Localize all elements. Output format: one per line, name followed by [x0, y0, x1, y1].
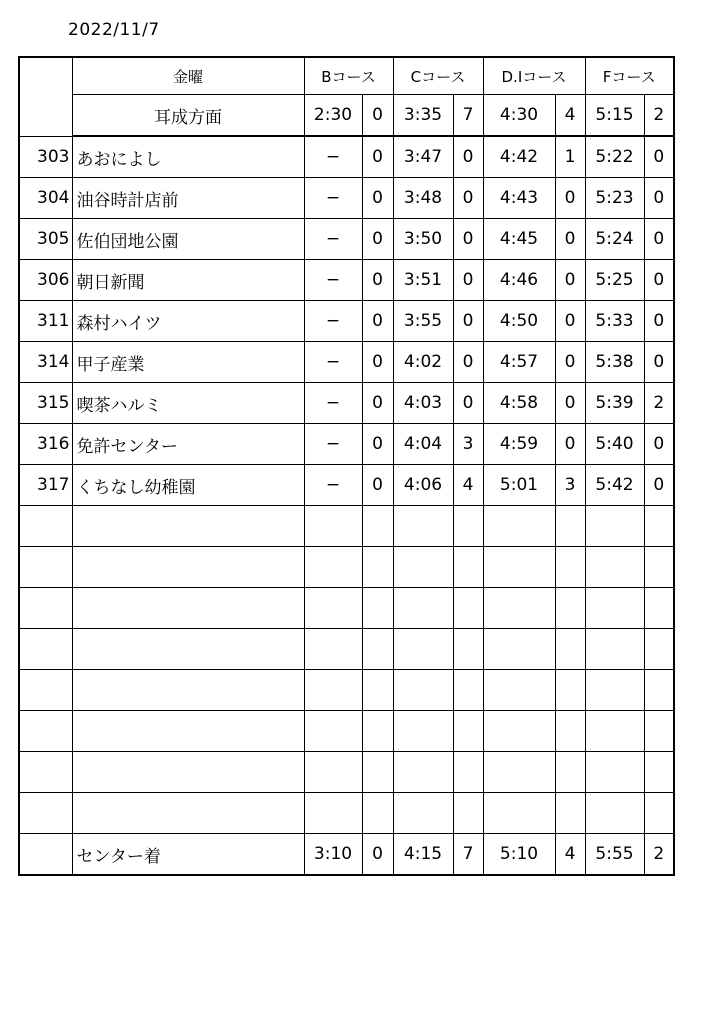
stop-name: [72, 629, 304, 670]
time-cell: 3:47: [393, 136, 453, 178]
count-cell: [362, 588, 393, 629]
course-f-header: Fコース: [585, 57, 674, 95]
time-cell: [483, 752, 555, 793]
time-cell: 5:22: [585, 136, 644, 178]
stop-name: 油谷時計店前: [72, 178, 304, 219]
count-cell: [644, 547, 674, 588]
time-cell: 5:39: [585, 383, 644, 424]
count-cell: [555, 629, 585, 670]
count-cell: 0: [362, 465, 393, 506]
empty-row: [19, 547, 674, 588]
course-di-header: D.Iコース: [483, 57, 585, 95]
stop-name: 免許センター: [72, 424, 304, 465]
time-cell: −: [304, 342, 362, 383]
day-label: 金曜: [72, 57, 304, 95]
count-cell: [555, 711, 585, 752]
count-cell: [555, 588, 585, 629]
time-cell: 4:46: [483, 260, 555, 301]
stop-name: 朝日新聞: [72, 260, 304, 301]
count-cell: 0: [453, 219, 483, 260]
count-cell: [362, 670, 393, 711]
stop-number: [19, 752, 72, 793]
course-f-start-time: 5:15: [585, 95, 644, 137]
count-cell: [362, 506, 393, 547]
count-cell: 0: [362, 178, 393, 219]
count-cell: [362, 629, 393, 670]
empty-row: [19, 752, 674, 793]
table-row: [19, 383, 674, 424]
stop-number: 306: [19, 260, 72, 301]
time-cell: [483, 547, 555, 588]
date-label: 2022/11/7: [68, 20, 160, 40]
time-cell: 5:33: [585, 301, 644, 342]
stop-name: [72, 547, 304, 588]
count-cell: 3: [555, 465, 585, 506]
time-cell: 3:10: [304, 834, 362, 876]
stop-name: [72, 670, 304, 711]
time-cell: −: [304, 219, 362, 260]
time-cell: 4:50: [483, 301, 555, 342]
time-cell: [393, 547, 453, 588]
time-cell: 3:50: [393, 219, 453, 260]
schedule-table: [18, 56, 675, 876]
stop-number: [19, 506, 72, 547]
count-cell: 2: [644, 834, 674, 876]
course-c-start-time: 3:35: [393, 95, 453, 137]
stop-number: 314: [19, 342, 72, 383]
time-cell: [585, 752, 644, 793]
count-cell: 0: [362, 424, 393, 465]
time-cell: [585, 711, 644, 752]
count-cell: [644, 588, 674, 629]
time-cell: 5:24: [585, 219, 644, 260]
stop-name: あおによし: [72, 136, 304, 178]
time-cell: −: [304, 424, 362, 465]
time-cell: 5:25: [585, 260, 644, 301]
stop-number: [19, 629, 72, 670]
time-cell: [393, 588, 453, 629]
count-cell: [362, 711, 393, 752]
count-cell: 0: [453, 383, 483, 424]
count-cell: [555, 670, 585, 711]
count-cell: [555, 547, 585, 588]
time-cell: [585, 506, 644, 547]
stop-number: [19, 588, 72, 629]
stop-number: [19, 834, 72, 876]
footer-row: [19, 834, 674, 876]
count-cell: 0: [453, 301, 483, 342]
table-row: [19, 260, 674, 301]
time-cell: −: [304, 465, 362, 506]
time-cell: 4:06: [393, 465, 453, 506]
count-cell: 0: [644, 219, 674, 260]
time-cell: 5:01: [483, 465, 555, 506]
count-cell: [453, 547, 483, 588]
count-cell: 0: [362, 219, 393, 260]
count-cell: 7: [453, 834, 483, 876]
empty-row: [19, 629, 674, 670]
count-cell: 0: [362, 136, 393, 178]
time-cell: −: [304, 383, 362, 424]
count-cell: 0: [555, 424, 585, 465]
count-cell: 3: [453, 424, 483, 465]
stop-name: 森村ハイツ: [72, 301, 304, 342]
count-cell: 0: [644, 342, 674, 383]
time-cell: 3:48: [393, 178, 453, 219]
time-cell: 4:02: [393, 342, 453, 383]
time-cell: 4:58: [483, 383, 555, 424]
time-cell: 5:38: [585, 342, 644, 383]
corner-cell: [19, 57, 72, 136]
time-cell: −: [304, 301, 362, 342]
count-cell: [453, 588, 483, 629]
count-cell: 1: [555, 136, 585, 178]
count-cell: 0: [453, 260, 483, 301]
stop-name: 喫茶ハルミ: [72, 383, 304, 424]
header-row-courses: [19, 57, 674, 95]
table-row: [19, 219, 674, 260]
count-cell: [453, 629, 483, 670]
table-row: [19, 301, 674, 342]
count-cell: 0: [362, 383, 393, 424]
stop-name: センター着: [72, 834, 304, 876]
count-cell: 0: [362, 301, 393, 342]
stop-name: [72, 506, 304, 547]
count-cell: [362, 547, 393, 588]
stop-number: 305: [19, 219, 72, 260]
count-cell: 4: [555, 834, 585, 876]
time-cell: 4:45: [483, 219, 555, 260]
count-cell: 0: [644, 260, 674, 301]
count-cell: 0: [555, 301, 585, 342]
stop-number: [19, 711, 72, 752]
count-cell: 2: [644, 383, 674, 424]
stop-number: [19, 670, 72, 711]
time-cell: 5:10: [483, 834, 555, 876]
stop-number: 304: [19, 178, 72, 219]
empty-row: [19, 588, 674, 629]
time-cell: [483, 670, 555, 711]
time-cell: [304, 588, 362, 629]
count-cell: [453, 711, 483, 752]
count-cell: 0: [453, 342, 483, 383]
time-cell: 4:59: [483, 424, 555, 465]
count-cell: [644, 711, 674, 752]
table-row: [19, 178, 674, 219]
time-cell: 5:55: [585, 834, 644, 876]
time-cell: 5:42: [585, 465, 644, 506]
count-cell: [644, 670, 674, 711]
stop-number: 303: [19, 136, 72, 178]
count-cell: [644, 752, 674, 793]
stop-name: 佐伯団地公園: [72, 219, 304, 260]
count-cell: 0: [555, 383, 585, 424]
course-b-header: Bコース: [304, 57, 393, 95]
time-cell: [585, 793, 644, 834]
empty-row: [19, 670, 674, 711]
time-cell: 4:03: [393, 383, 453, 424]
time-cell: [304, 793, 362, 834]
time-cell: [585, 629, 644, 670]
time-cell: [304, 752, 362, 793]
time-cell: [304, 506, 362, 547]
count-cell: [555, 793, 585, 834]
count-cell: 0: [362, 342, 393, 383]
time-cell: [483, 588, 555, 629]
time-cell: −: [304, 260, 362, 301]
stop-name: くちなし幼稚園: [72, 465, 304, 506]
table-row: [19, 136, 674, 178]
time-cell: 5:40: [585, 424, 644, 465]
stop-name: [72, 588, 304, 629]
count-cell: [453, 670, 483, 711]
time-cell: [393, 670, 453, 711]
count-cell: [555, 752, 585, 793]
stop-name: [72, 752, 304, 793]
time-cell: [585, 547, 644, 588]
empty-row: [19, 506, 674, 547]
time-cell: 4:57: [483, 342, 555, 383]
time-cell: 4:15: [393, 834, 453, 876]
count-cell: 0: [453, 178, 483, 219]
course-c-header: Cコース: [393, 57, 483, 95]
count-cell: [644, 629, 674, 670]
time-cell: [393, 711, 453, 752]
stop-number: [19, 547, 72, 588]
count-cell: [453, 793, 483, 834]
time-cell: [304, 629, 362, 670]
count-cell: [644, 506, 674, 547]
time-cell: 4:04: [393, 424, 453, 465]
count-cell: 0: [362, 260, 393, 301]
count-cell: 0: [555, 260, 585, 301]
stop-number: 317: [19, 465, 72, 506]
table-row: [19, 465, 674, 506]
course-b-start-time: 2:30: [304, 95, 362, 137]
time-cell: [304, 670, 362, 711]
table-row: [19, 342, 674, 383]
count-cell: 0: [644, 424, 674, 465]
stop-number: 315: [19, 383, 72, 424]
time-cell: [393, 752, 453, 793]
count-cell: 0: [555, 219, 585, 260]
time-cell: −: [304, 136, 362, 178]
stop-name: [72, 711, 304, 752]
count-cell: 0: [362, 834, 393, 876]
time-cell: 3:55: [393, 301, 453, 342]
count-cell: [453, 752, 483, 793]
count-cell: 0: [453, 136, 483, 178]
empty-row: [19, 711, 674, 752]
count-cell: [362, 752, 393, 793]
course-di-start-count: 4: [555, 95, 585, 137]
time-cell: −: [304, 178, 362, 219]
direction-label: 耳成方面: [72, 95, 304, 137]
course-f-start-count: 2: [644, 95, 674, 137]
count-cell: 0: [555, 342, 585, 383]
time-cell: [483, 506, 555, 547]
count-cell: [644, 793, 674, 834]
course-c-start-count: 7: [453, 95, 483, 137]
time-cell: 5:23: [585, 178, 644, 219]
time-cell: [393, 506, 453, 547]
empty-row: [19, 793, 674, 834]
stop-number: 316: [19, 424, 72, 465]
time-cell: [393, 793, 453, 834]
time-cell: 4:42: [483, 136, 555, 178]
time-cell: [585, 588, 644, 629]
time-cell: [483, 629, 555, 670]
count-cell: 0: [644, 301, 674, 342]
count-cell: 0: [644, 178, 674, 219]
count-cell: [555, 506, 585, 547]
header-row-start: [19, 95, 674, 137]
time-cell: [304, 547, 362, 588]
course-di-start-time: 4:30: [483, 95, 555, 137]
count-cell: 0: [644, 465, 674, 506]
stop-name: [72, 793, 304, 834]
table-row: [19, 424, 674, 465]
time-cell: 4:43: [483, 178, 555, 219]
time-cell: [483, 793, 555, 834]
stop-number: 311: [19, 301, 72, 342]
count-cell: [362, 793, 393, 834]
time-cell: [483, 711, 555, 752]
stop-number: [19, 793, 72, 834]
count-cell: [453, 506, 483, 547]
count-cell: 0: [555, 178, 585, 219]
time-cell: [304, 711, 362, 752]
time-cell: [393, 629, 453, 670]
time-cell: [585, 670, 644, 711]
count-cell: 0: [644, 136, 674, 178]
stop-name: 甲子産業: [72, 342, 304, 383]
count-cell: 4: [453, 465, 483, 506]
time-cell: 3:51: [393, 260, 453, 301]
course-b-start-count: 0: [362, 95, 393, 137]
